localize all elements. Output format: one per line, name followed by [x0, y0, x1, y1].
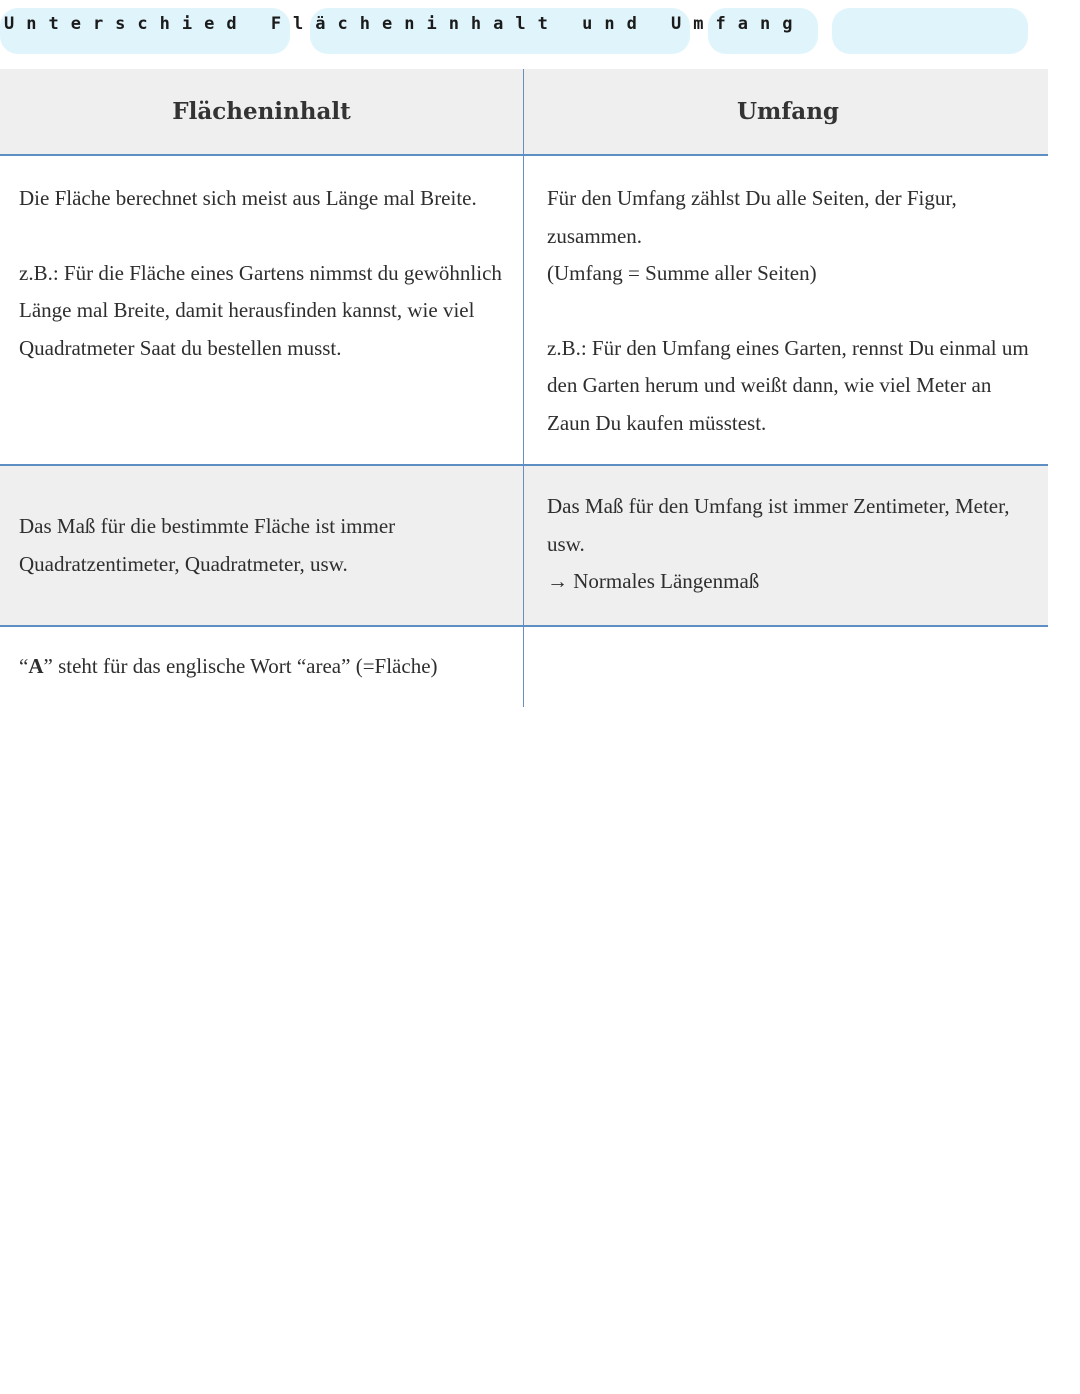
- cell-flaeche-symbol: [0, 627, 524, 707]
- text-paragraph: Für den Umfang zählst Du alle Seiten, der Figur, zusammen.: [547, 186, 957, 248]
- cell-umfang-definition: [524, 156, 1048, 464]
- cell-flaeche-einheit: [0, 466, 524, 625]
- text-paragraph: → Normales Längenmaß: [547, 569, 760, 593]
- header-umfang: Umfang: [737, 98, 839, 125]
- table-header-row: [0, 69, 1048, 156]
- page-title: Unterschied Flächeninhalt und Umfang: [4, 14, 805, 34]
- text-paragraph: Das Maß für den Umfang ist immer Zentimeter, Meter, usw.: [547, 494, 1010, 556]
- text-paragraph: (Umfang = Summe aller Seiten): [547, 261, 817, 285]
- table-row: [0, 466, 1048, 627]
- table-row: [0, 627, 1048, 707]
- handwritten-title: [0, 0, 1080, 66]
- header-flaecheninhalt: Flächeninhalt: [0, 69, 524, 154]
- text-paragraph: Das Maß für die bestimmte Fläche ist immer Quadratzentimeter, Quadratmeter, usw.: [19, 514, 396, 576]
- text-paragraph: z.B.: Für den Umfang eines Garten, rennst Du einmal um den Garten herum und weißt dann, wie viel Meter an Zaun Du kaufen müsstest.: [547, 335, 1029, 435]
- symbol-a: A: [28, 654, 44, 679]
- cell-umfang-einheit: [524, 466, 1048, 625]
- comparison-table: [0, 69, 1048, 707]
- cell-empty: [524, 627, 1048, 707]
- text-paragraph: z.B.: Für die Fläche eines Gartens nimmst du gewöhnlich Länge mal Breite, damit herausfinden kannst, wie viel Quadratmeter Saat du bestellen musst.: [19, 260, 502, 360]
- table-row: [0, 156, 1048, 466]
- quote-mark: “: [19, 654, 29, 679]
- symbol-explanation: ” steht für das englische Wort “area” (=Fläche): [43, 654, 438, 679]
- title-highlight: [832, 8, 1028, 54]
- text-paragraph: Die Fläche berechnet sich meist aus Länge mal Breite.: [19, 186, 477, 210]
- cell-flaeche-definition: [0, 156, 524, 464]
- text-paragraph: [19, 648, 438, 686]
